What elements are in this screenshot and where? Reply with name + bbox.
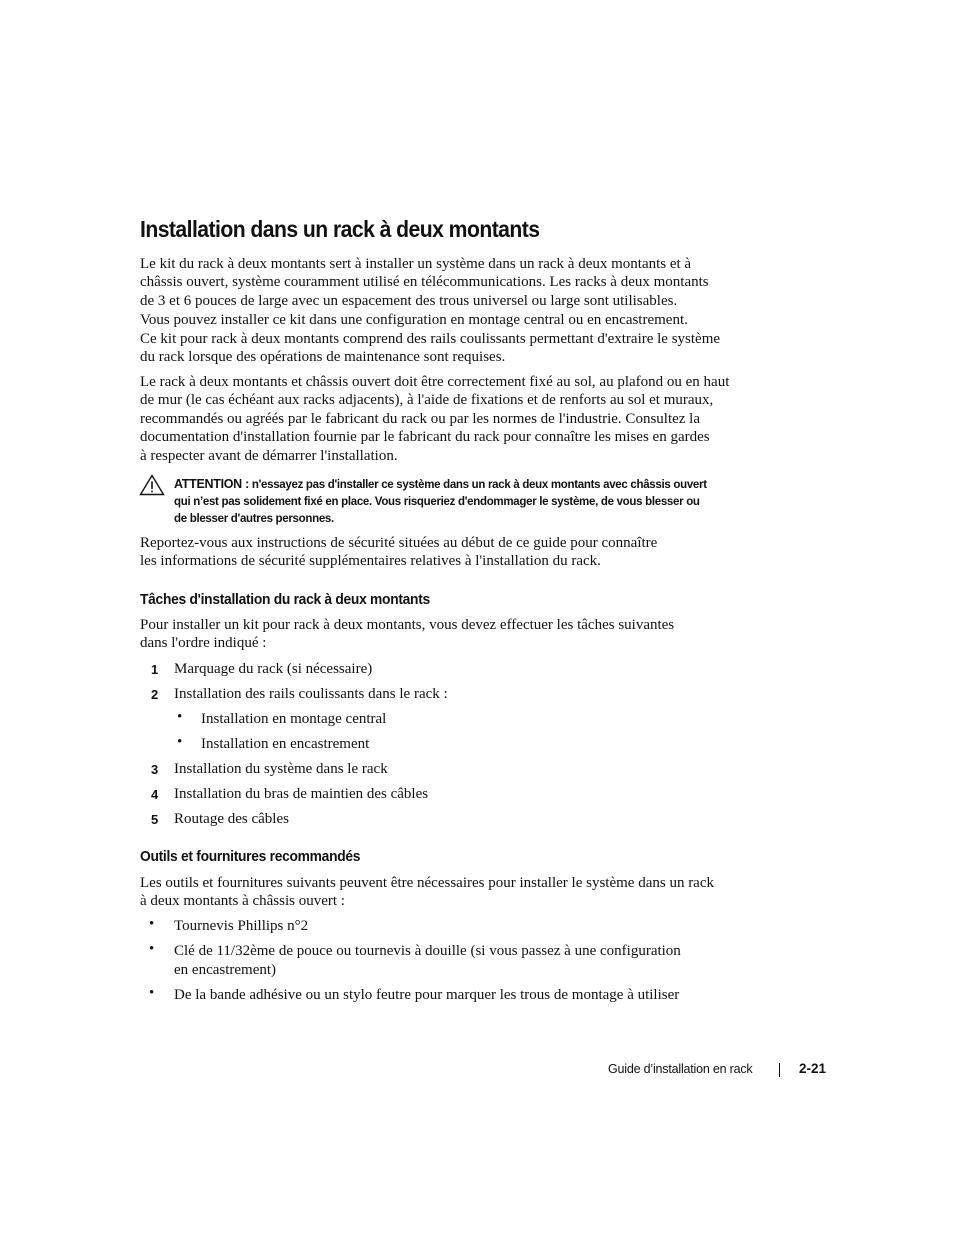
footer-title: Guide d’installation en rack (608, 1062, 753, 1076)
text-line: du rack lorsque des opérations de maintenance sont requises. (140, 349, 506, 366)
step-number: 3 (151, 762, 159, 777)
step-number: 5 (151, 812, 159, 827)
step-text: Marquage du rack (si nécessaire) (174, 661, 373, 677)
step-text: Installation du système dans le rack (174, 761, 388, 777)
bullet-marker: • (149, 941, 155, 957)
attention-text: n'essayez pas d'installer ce système dans un rack à deux montants avec châssis ouvert (251, 479, 707, 491)
warning-triangle-icon (139, 474, 165, 496)
safety-paragraph (140, 534, 780, 571)
text-line: documentation d'installation fournie par le fabricant du rack pour connaître les mises en gardes (140, 429, 710, 446)
bullet-marker: • (149, 916, 155, 932)
sub-item-text: Installation en montage central (201, 711, 387, 727)
step-text: Routage des câbles (174, 811, 289, 827)
text-line: de 3 et 6 pouces de large avec un espacement des trous universel ou large sont utilisables. (140, 292, 678, 309)
text-line: Vous pouvez installer ce kit dans une configuration en montage central ou en encastrement. (140, 312, 688, 329)
intro-paragraph (140, 255, 780, 366)
attention-text: qui n’est pas solidement fixé en place. Vous risqueriez d'endommager le système, de vous blesser ou (174, 496, 700, 508)
step-number: 2 (151, 687, 159, 702)
step-text: Installation des rails coulissants dans le rack : (174, 686, 448, 702)
attention-notice (174, 476, 774, 528)
text-line: de mur (le cas échéant aux racks adjacents), à l'aide de fixations et de renforts au sol et muraux, (140, 392, 714, 409)
tool-text: De la bande adhésive ou un stylo feutre pour marquer les trous de montage à utiliser (174, 987, 680, 1003)
text-line: Le kit du rack à deux montants sert à installer un système dans un rack à deux montants et à (140, 256, 692, 272)
text-line: à deux montants à châssis ouvert : (140, 893, 345, 910)
text-line: les informations de sécurité supplémentaires relatives à l'installation du rack. (140, 553, 601, 570)
text-line: recommandés ou agréés par le fabricant du rack ou par les normes de l'industrie. Consultez la (140, 410, 701, 427)
step-number: 4 (151, 787, 159, 802)
bullet-marker: • (149, 985, 155, 1001)
page-number: 2-21 (799, 1061, 827, 1076)
bullet-marker: • (177, 709, 183, 725)
text-line: Pour installer un kit pour rack à deux montants, vous devez effectuer les tâches suivantes (140, 617, 675, 633)
text-line: châssis ouvert, système couramment utilisé en télécommunications. Les racks à deux montants (140, 274, 709, 291)
text-line: Ce kit pour rack à deux montants comprend des rails coulissants permettant d'extraire le système (140, 330, 721, 347)
page-title: Installation dans un rack à deux montants (140, 216, 540, 242)
sub-item-text: Installation en encastrement (201, 736, 370, 752)
step-number: 1 (151, 662, 159, 677)
bullet-marker: • (177, 734, 183, 750)
tasks-intro-paragraph (140, 616, 780, 653)
text-line: Le rack à deux montants et châssis ouvert doit être correctement fixé au sol, au plafond ou en haut (140, 374, 730, 390)
text-line: à respecter avant de démarrer l'installation. (140, 447, 398, 464)
tool-text: Clé de 11/32ème de pouce ou tournevis à douille (si vous passez à une configuration (174, 943, 681, 959)
tool-text: en encastrement) (174, 962, 277, 978)
section-heading-tasks: Tâches d'installation du rack à deux montants (140, 591, 430, 608)
attention-text: de blesser d'autres personnes. (174, 513, 334, 525)
text-line: Les outils et fournitures suivants peuvent être nécessaires pour installer le système dans un rack (140, 875, 714, 891)
footer-separator (779, 1063, 780, 1077)
attention-label: ATTENTION : (174, 477, 249, 491)
tool-text: Tournevis Phillips n°2 (174, 918, 309, 934)
tools-intro-paragraph (140, 874, 780, 911)
step-text: Installation du bras de maintien des câbles (174, 786, 429, 802)
fixation-paragraph (140, 373, 780, 465)
text-line: Reportez-vous aux instructions de sécurité situées au début de ce guide pour connaître (140, 535, 658, 551)
section-heading-tools: Outils et fournitures recommandés (140, 848, 361, 865)
text-line: dans l'ordre indiqué : (140, 635, 267, 652)
